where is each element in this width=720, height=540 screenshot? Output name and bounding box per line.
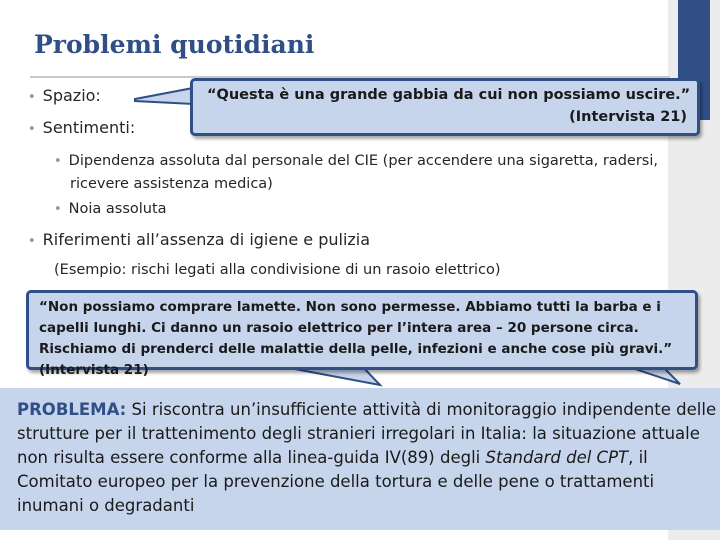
callout1-pointer [135, 88, 193, 104]
bullet-dot: • [28, 122, 36, 137]
slide-title: Problemi quotidiani [34, 30, 315, 59]
problem-emphasis: Standard del CPT [485, 448, 629, 467]
problem-text-part1: Si riscontra un’insufficiente attività di monitoraggio indipendente delle strutture per il trattenimento degli stranieri irregolari in Italia: la situazione attuale non risulta essere conforme alla linea-guida IV(89) degli [17, 400, 717, 467]
callout-quote: “Non possiamo comprare lamette. Non sono permesse. Abbiamo tutti la barba e i capelli lunghi. Ci danno un rasoio elettrico per l’intera area – 20 persone circa. Rischiamo di prenderci delle malattie della pelle, infezioni e anche cose più gravi.” (Intervista 21) [39, 299, 673, 378]
bullet-label: Spazio: [42, 86, 101, 105]
callout-attribution: (Intervista 21) [569, 109, 687, 125]
bullet-text: Riferimenti all’assenza di igiene e pulizia [42, 230, 371, 249]
bullet-text: Noia assoluta [68, 201, 167, 217]
bullet-label: Sentimenti: [42, 118, 136, 137]
problem-statement [17, 398, 717, 518]
example-note: (Esempio: rischi legati alla condivisione di un rasoio elettrico) [54, 262, 501, 278]
problem-text-part2: , il Comitato europeo per la prevenzione della tortura e delle pene o trattamenti inumani o degradanti [17, 448, 655, 515]
bullet-dot: • [54, 154, 62, 169]
bullet-dot: • [28, 234, 36, 249]
problem-label: PROBLEMA: [17, 400, 127, 419]
bullet-dot: • [54, 202, 62, 217]
callout-quote: “Questa è una grande gabbia da cui non possiamo uscire.” [207, 87, 691, 103]
quote-callout-razors [26, 290, 698, 378]
bullet-dot: • [28, 90, 36, 105]
bullet-text: Dipendenza assoluta dal personale del CIE (per accendere una sigaretta, radersi, ricevere assistenza medica) [68, 153, 658, 192]
quote-callout-cage [190, 78, 700, 136]
